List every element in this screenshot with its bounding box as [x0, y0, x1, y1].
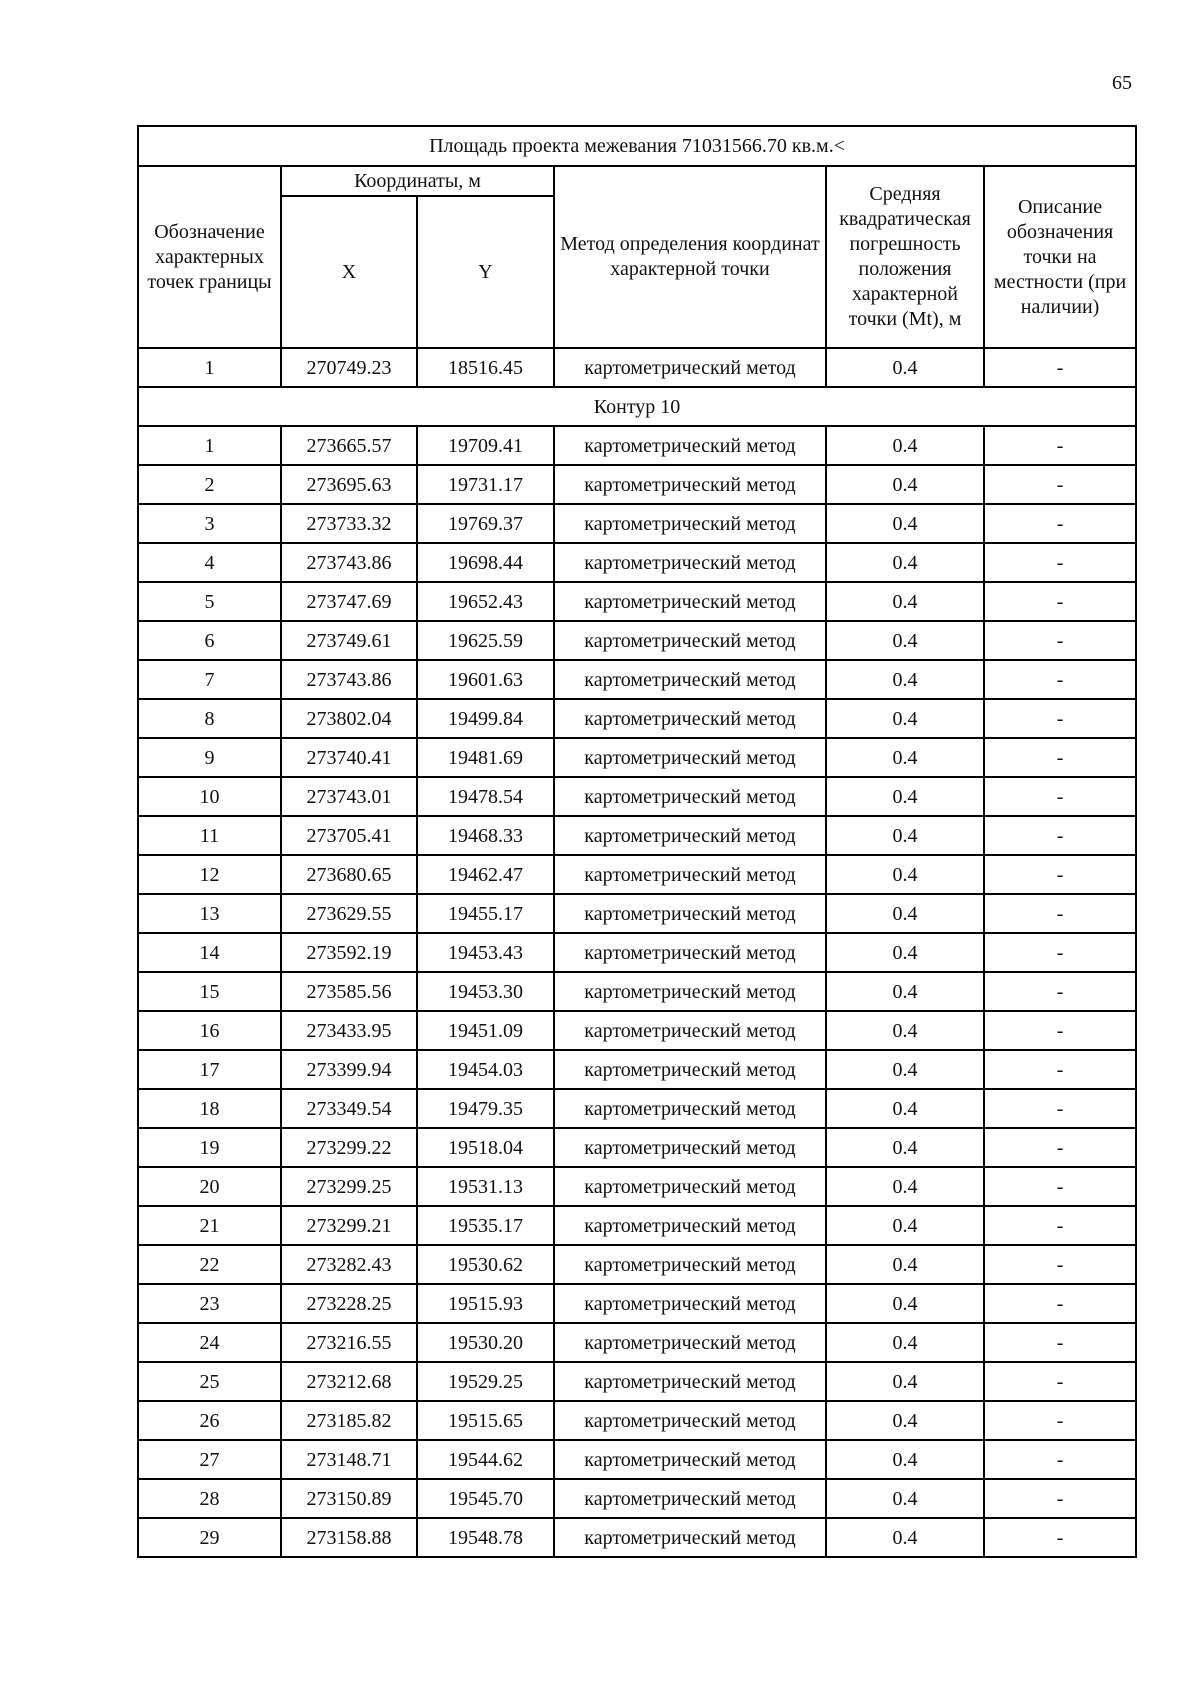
cell-num: 4	[138, 543, 281, 582]
cell-method: картометрический метод	[554, 777, 826, 816]
cell-y: 19698.44	[417, 543, 554, 582]
cell-num: 9	[138, 738, 281, 777]
cell-y: 19544.62	[417, 1440, 554, 1479]
header-row-1	[138, 166, 1136, 196]
cell-y: 19515.65	[417, 1401, 554, 1440]
table-row	[138, 465, 1136, 504]
table-row	[138, 1050, 1136, 1089]
cell-method: картометрический метод	[554, 621, 826, 660]
cell-num: 22	[138, 1245, 281, 1284]
cell-num: 28	[138, 1479, 281, 1518]
cell-y: 19625.59	[417, 621, 554, 660]
cell-method: картометрический метод	[554, 1401, 826, 1440]
cell-y: 18516.45	[417, 348, 554, 387]
cell-desc: -	[984, 582, 1136, 621]
cell-x: 273212.68	[281, 1362, 417, 1401]
cell-method: картометрический метод	[554, 1440, 826, 1479]
cell-x: 273158.88	[281, 1518, 417, 1557]
cell-desc: -	[984, 1479, 1136, 1518]
cell-y: 19453.43	[417, 933, 554, 972]
table-row	[138, 972, 1136, 1011]
cell-num: 10	[138, 777, 281, 816]
cell-mt: 0.4	[826, 1206, 984, 1245]
cell-method: картометрический метод	[554, 1167, 826, 1206]
cell-x: 273695.63	[281, 465, 417, 504]
cell-desc: -	[984, 1323, 1136, 1362]
cell-x: 273228.25	[281, 1284, 417, 1323]
cell-num: 8	[138, 699, 281, 738]
cell-num: 18	[138, 1089, 281, 1128]
cell-num: 3	[138, 504, 281, 543]
cell-y: 19478.54	[417, 777, 554, 816]
cell-mt: 0.4	[826, 1284, 984, 1323]
cell-mt: 0.4	[826, 1167, 984, 1206]
cell-mt: 0.4	[826, 1401, 984, 1440]
cell-mt: 0.4	[826, 777, 984, 816]
table-row	[138, 1518, 1136, 1557]
cell-method: картометрический метод	[554, 1284, 826, 1323]
cell-mt: 0.4	[826, 855, 984, 894]
contour-label: Контур 10	[138, 387, 1136, 426]
table-row	[138, 738, 1136, 777]
cell-num: 13	[138, 894, 281, 933]
table-row	[138, 1128, 1136, 1167]
cell-y: 19455.17	[417, 894, 554, 933]
cell-num: 14	[138, 933, 281, 972]
cell-mt: 0.4	[826, 1479, 984, 1518]
cell-mt: 0.4	[826, 1362, 984, 1401]
cell-x: 273299.22	[281, 1128, 417, 1167]
cell-x: 273665.57	[281, 426, 417, 465]
table-row	[138, 699, 1136, 738]
cell-num: 12	[138, 855, 281, 894]
table-row	[138, 1323, 1136, 1362]
cell-mt: 0.4	[826, 465, 984, 504]
cell-x: 273747.69	[281, 582, 417, 621]
cell-desc: -	[984, 1401, 1136, 1440]
cell-method: картометрический метод	[554, 465, 826, 504]
cell-num: 27	[138, 1440, 281, 1479]
cell-x: 273802.04	[281, 699, 417, 738]
cell-num: 15	[138, 972, 281, 1011]
cell-mt: 0.4	[826, 933, 984, 972]
cell-desc: -	[984, 894, 1136, 933]
boundary-points-table	[137, 125, 1137, 1558]
cell-desc: -	[984, 699, 1136, 738]
cell-y: 19451.09	[417, 1011, 554, 1050]
table-row	[138, 1479, 1136, 1518]
cell-desc: -	[984, 543, 1136, 582]
cell-desc: -	[984, 1167, 1136, 1206]
cell-y: 19652.43	[417, 582, 554, 621]
cell-y: 19468.33	[417, 816, 554, 855]
cell-x: 273743.01	[281, 777, 417, 816]
cell-x: 273743.86	[281, 660, 417, 699]
cell-x: 273749.61	[281, 621, 417, 660]
table-title: Площадь проекта межевания 71031566.70 кв.м.<	[138, 126, 1136, 166]
cell-x: 273299.25	[281, 1167, 417, 1206]
table-row	[138, 1440, 1136, 1479]
table-title-row	[138, 126, 1136, 166]
cell-desc: -	[984, 777, 1136, 816]
table-row	[138, 426, 1136, 465]
table-row	[138, 894, 1136, 933]
cell-x: 273705.41	[281, 816, 417, 855]
cell-num: 5	[138, 582, 281, 621]
cell-method: картометрический метод	[554, 1245, 826, 1284]
cell-method: картометрический метод	[554, 933, 826, 972]
cell-mt: 0.4	[826, 738, 984, 777]
table-row	[138, 543, 1136, 582]
table-row	[138, 1284, 1136, 1323]
cell-mt: 0.4	[826, 699, 984, 738]
cell-mt: 0.4	[826, 816, 984, 855]
cell-mt: 0.4	[826, 894, 984, 933]
header-point: Обозначение характерных точек границы	[138, 166, 281, 348]
cell-method: картометрический метод	[554, 1011, 826, 1050]
table-row	[138, 348, 1136, 387]
cell-desc: -	[984, 855, 1136, 894]
cell-desc: -	[984, 1245, 1136, 1284]
cell-method: картометрический метод	[554, 504, 826, 543]
cell-x: 273399.94	[281, 1050, 417, 1089]
cell-method: картометрический метод	[554, 348, 826, 387]
contour-row	[138, 387, 1136, 426]
cell-method: картометрический метод	[554, 894, 826, 933]
cell-num: 17	[138, 1050, 281, 1089]
table-row	[138, 1089, 1136, 1128]
cell-desc: -	[984, 426, 1136, 465]
cell-y: 19453.30	[417, 972, 554, 1011]
cell-mt: 0.4	[826, 1050, 984, 1089]
header-y: Y	[417, 196, 554, 348]
cell-mt: 0.4	[826, 621, 984, 660]
cell-y: 19601.63	[417, 660, 554, 699]
cell-num: 26	[138, 1401, 281, 1440]
cell-num: 29	[138, 1518, 281, 1557]
cell-desc: -	[984, 738, 1136, 777]
cell-x: 273185.82	[281, 1401, 417, 1440]
cell-mt: 0.4	[826, 543, 984, 582]
cell-num: 11	[138, 816, 281, 855]
cell-method: картометрический метод	[554, 1089, 826, 1128]
cell-num: 24	[138, 1323, 281, 1362]
header-method: Метод определения координат характерной точки	[554, 166, 826, 348]
cell-x: 273743.86	[281, 543, 417, 582]
table-row	[138, 582, 1136, 621]
cell-method: картометрический метод	[554, 738, 826, 777]
cell-y: 19548.78	[417, 1518, 554, 1557]
cell-mt: 0.4	[826, 972, 984, 1011]
cell-desc: -	[984, 933, 1136, 972]
cell-method: картометрический метод	[554, 543, 826, 582]
cell-y: 19479.35	[417, 1089, 554, 1128]
cell-method: картометрический метод	[554, 426, 826, 465]
cell-y: 19769.37	[417, 504, 554, 543]
cell-mt: 0.4	[826, 660, 984, 699]
cell-desc: -	[984, 660, 1136, 699]
header-x: X	[281, 196, 417, 348]
header-coords: Координаты, м	[281, 166, 554, 196]
cell-y: 19481.69	[417, 738, 554, 777]
cell-x: 270749.23	[281, 348, 417, 387]
cell-num: 6	[138, 621, 281, 660]
cell-x: 273349.54	[281, 1089, 417, 1128]
table-row	[138, 855, 1136, 894]
cell-x: 273592.19	[281, 933, 417, 972]
cell-num: 19	[138, 1128, 281, 1167]
cell-mt: 0.4	[826, 1323, 984, 1362]
table-row	[138, 816, 1136, 855]
cell-y: 19530.62	[417, 1245, 554, 1284]
table-row	[138, 1011, 1136, 1050]
cell-method: картометрический метод	[554, 1323, 826, 1362]
cell-x: 273150.89	[281, 1479, 417, 1518]
cell-y: 19462.47	[417, 855, 554, 894]
table-row	[138, 621, 1136, 660]
table-row	[138, 660, 1136, 699]
cell-method: картометрический метод	[554, 1362, 826, 1401]
cell-y: 19531.13	[417, 1167, 554, 1206]
cell-method: картометрический метод	[554, 1128, 826, 1167]
cell-y: 19545.70	[417, 1479, 554, 1518]
cell-y: 19515.93	[417, 1284, 554, 1323]
cell-x: 273282.43	[281, 1245, 417, 1284]
cell-y: 19499.84	[417, 699, 554, 738]
cell-desc: -	[984, 1089, 1136, 1128]
cell-mt: 0.4	[826, 1245, 984, 1284]
cell-mt: 0.4	[826, 426, 984, 465]
cell-desc: -	[984, 348, 1136, 387]
page-number: 65	[1112, 72, 1132, 94]
cell-mt: 0.4	[826, 1089, 984, 1128]
cell-desc: -	[984, 1128, 1136, 1167]
cell-x: 273148.71	[281, 1440, 417, 1479]
cell-mt: 0.4	[826, 1011, 984, 1050]
cell-method: картометрический метод	[554, 699, 826, 738]
table-row	[138, 1206, 1136, 1245]
cell-num: 23	[138, 1284, 281, 1323]
cell-x: 273299.21	[281, 1206, 417, 1245]
table-row	[138, 1167, 1136, 1206]
cell-method: картометрический метод	[554, 582, 826, 621]
cell-y: 19529.25	[417, 1362, 554, 1401]
cell-x: 273629.55	[281, 894, 417, 933]
cell-method: картометрический метод	[554, 1518, 826, 1557]
table-row	[138, 1245, 1136, 1284]
cell-method: картометрический метод	[554, 660, 826, 699]
cell-method: картометрический метод	[554, 855, 826, 894]
cell-x: 273585.56	[281, 972, 417, 1011]
cell-num: 7	[138, 660, 281, 699]
cell-y: 19535.17	[417, 1206, 554, 1245]
cell-y: 19530.20	[417, 1323, 554, 1362]
cell-desc: -	[984, 1011, 1136, 1050]
cell-mt: 0.4	[826, 348, 984, 387]
cell-y: 19709.41	[417, 426, 554, 465]
table-row	[138, 1401, 1136, 1440]
cell-x: 273740.41	[281, 738, 417, 777]
cell-desc: -	[984, 1440, 1136, 1479]
cell-method: картометрический метод	[554, 816, 826, 855]
header-error: Средняя квадратическая погрешность положения характерной точки (Mt), м	[826, 166, 984, 348]
cell-desc: -	[984, 972, 1136, 1011]
header-description: Описание обозначения точки на местности (при наличии)	[984, 166, 1136, 348]
cell-y: 19454.03	[417, 1050, 554, 1089]
table-row	[138, 504, 1136, 543]
cell-num: 25	[138, 1362, 281, 1401]
cell-num: 20	[138, 1167, 281, 1206]
cell-method: картометрический метод	[554, 1206, 826, 1245]
cell-method: картометрический метод	[554, 972, 826, 1011]
table-row	[138, 777, 1136, 816]
cell-desc: -	[984, 1362, 1136, 1401]
table-row	[138, 933, 1136, 972]
cell-mt: 0.4	[826, 1128, 984, 1167]
cell-method: картометрический метод	[554, 1050, 826, 1089]
cell-desc: -	[984, 1206, 1136, 1245]
cell-method: картометрический метод	[554, 1479, 826, 1518]
cell-desc: -	[984, 504, 1136, 543]
cell-x: 273680.65	[281, 855, 417, 894]
cell-num: 21	[138, 1206, 281, 1245]
cell-desc: -	[984, 621, 1136, 660]
cell-desc: -	[984, 465, 1136, 504]
cell-x: 273733.32	[281, 504, 417, 543]
cell-x: 273433.95	[281, 1011, 417, 1050]
cell-num: 1	[138, 426, 281, 465]
cell-desc: -	[984, 1050, 1136, 1089]
cell-mt: 0.4	[826, 1440, 984, 1479]
cell-desc: -	[984, 816, 1136, 855]
cell-desc: -	[984, 1518, 1136, 1557]
cell-y: 19731.17	[417, 465, 554, 504]
cell-num: 1	[138, 348, 281, 387]
cell-mt: 0.4	[826, 582, 984, 621]
cell-desc: -	[984, 1284, 1136, 1323]
table-row	[138, 1362, 1136, 1401]
cell-x: 273216.55	[281, 1323, 417, 1362]
cell-num: 16	[138, 1011, 281, 1050]
cell-mt: 0.4	[826, 1518, 984, 1557]
cell-y: 19518.04	[417, 1128, 554, 1167]
cell-num: 2	[138, 465, 281, 504]
cell-mt: 0.4	[826, 504, 984, 543]
